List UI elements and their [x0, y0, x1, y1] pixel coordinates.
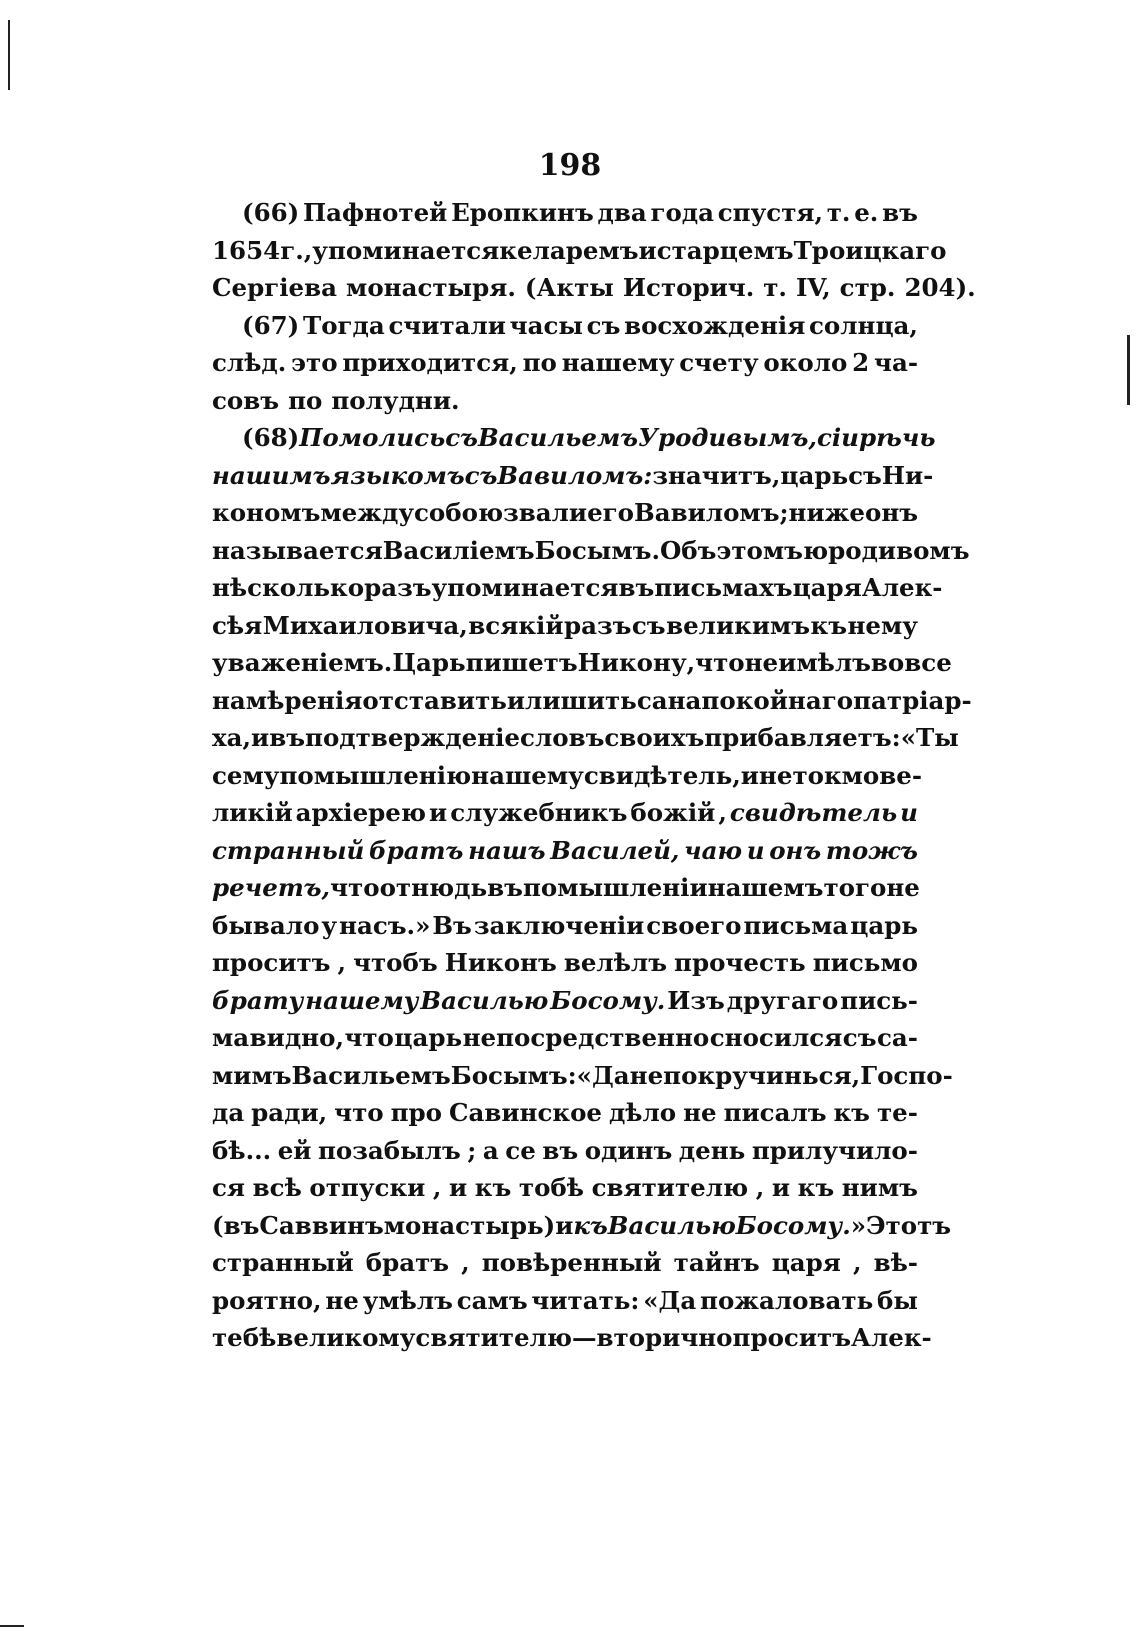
word: ве-	[879, 760, 923, 790]
word: Васильемъ	[477, 423, 639, 452]
word: Помолись	[299, 423, 446, 452]
word: бы	[877, 1285, 918, 1315]
word: вовсе	[870, 648, 952, 677]
word: ,	[755, 1173, 765, 1202]
fn-66-line	[212, 232, 947, 270]
word: ,	[461, 1248, 470, 1277]
word: сіи	[816, 423, 859, 452]
word: да	[212, 1098, 245, 1127]
word: прочесть	[674, 948, 806, 977]
fn-68-line	[212, 682, 972, 720]
word: ;	[467, 1135, 477, 1165]
word: г.,	[280, 235, 313, 265]
word: это	[291, 348, 338, 377]
word: (68)	[242, 423, 300, 452]
word: что	[330, 873, 380, 902]
word: около	[763, 348, 848, 377]
word: заключеніи	[473, 910, 645, 940]
word: Василью	[420, 985, 549, 1015]
word: Госпо-	[860, 1060, 953, 1090]
word: кономъ	[212, 498, 321, 527]
word: Никонъ	[444, 948, 557, 977]
word: Вавиломъ:	[497, 460, 653, 490]
word: нимъ	[841, 1173, 918, 1202]
word: странный	[212, 1248, 354, 1277]
footnotes-text	[212, 194, 976, 1357]
word: Саввинъ	[259, 1210, 384, 1240]
word: къ	[797, 1173, 835, 1202]
word: 2	[852, 348, 870, 377]
word: не	[629, 1060, 664, 1090]
word: велѣлъ	[563, 948, 667, 977]
word: имѣлъ	[778, 648, 871, 677]
word: значитъ,	[652, 460, 781, 490]
word: всѣ	[252, 1173, 302, 1202]
word: что	[344, 1023, 394, 1052]
word: свидѣтель	[729, 798, 898, 827]
fn-68-line	[212, 569, 943, 607]
word: по	[522, 348, 557, 377]
word: ха,	[212, 723, 252, 752]
word: покойнаго	[701, 685, 854, 715]
word: одинъ	[584, 1135, 673, 1165]
fn-66-line	[212, 194, 918, 232]
fn-68-line	[212, 944, 918, 982]
word: не	[325, 1285, 359, 1315]
word: и	[251, 723, 270, 752]
word: странный	[212, 835, 365, 865]
word: архіерею	[295, 798, 427, 827]
word: и	[449, 1173, 468, 1202]
word: словъ	[520, 723, 605, 752]
word: и	[638, 235, 657, 265]
word: 1654	[212, 235, 281, 265]
word: царя	[792, 573, 862, 602]
word: письма	[743, 910, 849, 940]
word: разъ	[364, 573, 432, 602]
word: уваженіемъ.	[212, 648, 393, 677]
word: насъ.»	[339, 910, 431, 940]
word: и	[555, 1210, 574, 1240]
word: а	[482, 1135, 499, 1165]
fn-68-line	[212, 1244, 918, 1282]
word: спустя,	[717, 198, 824, 227]
word: день	[678, 1135, 746, 1165]
word: тайнъ	[673, 1248, 760, 1277]
fn-68-line	[212, 419, 936, 457]
word: Михаиловича,	[262, 610, 468, 640]
word: нашему	[561, 348, 675, 377]
word: сему	[212, 760, 280, 790]
word: нашъ	[468, 835, 546, 865]
word: IV,	[795, 273, 831, 302]
fn-68-line	[212, 607, 918, 645]
word: про	[390, 1098, 442, 1127]
word: съ	[445, 423, 478, 452]
word: Василіемъ	[382, 535, 535, 565]
word: вѣ-	[873, 1248, 918, 1277]
word: между	[320, 498, 415, 527]
word: пожаловать	[700, 1285, 874, 1315]
word: великому	[276, 1323, 416, 1352]
word: прибавляетъ:	[704, 723, 901, 752]
word: помышленіи	[522, 873, 708, 902]
word: помышленію	[279, 760, 472, 790]
word: тебѣ	[212, 1323, 277, 1352]
word: братъ	[365, 1248, 450, 1277]
word: са-	[876, 1023, 918, 1052]
word: (Акты	[524, 273, 614, 302]
word: рѣчь	[858, 423, 936, 452]
word: своихъ	[604, 723, 705, 752]
word: Вавиломъ;	[634, 498, 789, 527]
word: разъ	[563, 610, 632, 640]
word: ,	[718, 798, 727, 827]
word: Васильемъ	[291, 1060, 451, 1090]
fn-68-line	[212, 494, 918, 532]
word: звали	[503, 498, 588, 527]
word: и	[506, 685, 526, 715]
word: монастырь)	[383, 1210, 556, 1240]
word: стр.	[839, 273, 896, 302]
word: этомъ	[716, 535, 803, 565]
word: полудни.	[331, 385, 460, 415]
word: подтвержденіе	[305, 723, 521, 752]
word: Объ	[659, 535, 717, 565]
word: святителю—вторично	[415, 1323, 733, 1352]
word: онъ	[864, 498, 919, 527]
word: лишить	[525, 685, 637, 715]
word: и	[740, 760, 759, 790]
fn-68-line	[212, 1169, 918, 1207]
word: проситъ	[732, 1323, 851, 1352]
word: его	[587, 498, 635, 527]
word: Ни-	[881, 460, 934, 490]
word: въ	[487, 873, 523, 902]
word: Этотъ	[866, 1210, 952, 1240]
word: собою	[414, 498, 504, 527]
word: слѣд.	[212, 348, 287, 377]
word: (67)	[242, 310, 300, 340]
word: у	[321, 910, 338, 940]
fn-68-line	[212, 794, 918, 832]
word: упоминается	[312, 235, 500, 265]
word: Алек-	[861, 573, 943, 602]
word: Тогда	[302, 310, 385, 340]
word: Изъ	[667, 985, 725, 1015]
word: письмо	[812, 948, 918, 977]
word: письмахъ	[654, 573, 793, 602]
word: «Да	[576, 1060, 630, 1090]
word: упоминается	[431, 573, 619, 602]
word: Еропкинъ	[451, 198, 594, 227]
word: монастыря.	[346, 273, 516, 302]
word: ей	[277, 1135, 312, 1165]
word: ма	[212, 1023, 250, 1052]
word: тобѣ	[518, 1173, 584, 1202]
word: считали	[388, 310, 506, 340]
word: къ	[573, 1210, 608, 1240]
word: прилучило-	[751, 1135, 918, 1165]
word: ради,	[251, 1098, 328, 1127]
word: и	[429, 798, 448, 827]
word: се	[505, 1135, 536, 1165]
word: нашемъ	[707, 873, 824, 902]
word: сносился	[709, 1023, 843, 1052]
word: проситъ	[212, 948, 331, 977]
word: покручинься,	[663, 1060, 861, 1090]
word: старцемъ	[656, 235, 794, 265]
fn-68-line	[212, 907, 918, 945]
word: всякій	[468, 610, 564, 640]
word: съ	[631, 610, 666, 640]
word: роятно,	[212, 1285, 322, 1315]
word: пишетъ	[465, 648, 578, 677]
word: Босому.	[735, 1210, 851, 1240]
word: ,	[852, 1248, 862, 1277]
word: т.	[763, 273, 787, 302]
word: царя	[771, 1248, 841, 1277]
word: что	[695, 648, 745, 677]
word: часы	[509, 310, 583, 340]
fn-68-line	[212, 1094, 918, 1132]
word: Босымъ.	[534, 535, 660, 565]
word: божій	[630, 798, 716, 827]
fn-68-line	[212, 869, 918, 907]
word: сѣя	[212, 610, 263, 640]
word: солнца,	[808, 310, 918, 340]
word: те-	[876, 1098, 918, 1127]
word: т.	[826, 198, 851, 227]
word: въ	[269, 723, 306, 752]
word: читать:	[531, 1285, 640, 1315]
word: нашимъ	[212, 460, 331, 490]
word: языкомъ	[330, 460, 465, 490]
word: Царь	[392, 648, 466, 677]
word: съ	[586, 310, 621, 340]
word: сана	[636, 685, 702, 715]
word: ,	[337, 948, 347, 977]
word: бывало	[212, 910, 320, 940]
word: своего	[646, 910, 742, 940]
word: не	[758, 760, 793, 790]
word: приходится,	[342, 348, 518, 377]
word: не	[744, 648, 779, 677]
word: «Ты	[900, 723, 959, 752]
word: великимъ	[666, 610, 811, 640]
word: царь	[780, 460, 849, 490]
word: къ	[833, 1098, 870, 1127]
word: къ	[810, 610, 848, 640]
fn-68-line	[212, 982, 918, 1020]
word: Въ	[432, 910, 472, 940]
word: и	[771, 1173, 791, 1202]
word: умѣлъ	[362, 1285, 453, 1315]
word: служебникъ	[450, 798, 628, 827]
word: два	[597, 198, 647, 227]
word: царь	[850, 910, 918, 940]
fn-68-line	[212, 757, 923, 795]
word: съ	[842, 1023, 877, 1052]
word: Василью	[607, 1210, 736, 1240]
word: ниже	[788, 498, 865, 527]
word: отпуски	[309, 1173, 426, 1202]
word: Босымъ:	[450, 1060, 577, 1090]
word: и	[746, 835, 765, 865]
word: отнюдь	[379, 873, 488, 902]
word: намѣренія	[212, 685, 363, 715]
fn-68-line	[212, 832, 918, 870]
scan-edge-mark-bottom	[0, 1625, 24, 1627]
word: непосредственно	[462, 1023, 710, 1052]
word: и	[900, 798, 918, 827]
word: самъ	[456, 1285, 528, 1315]
word: Босому.	[550, 985, 666, 1015]
word: въ	[618, 573, 655, 602]
fn-68-line	[212, 644, 952, 682]
word: Василей,	[550, 835, 680, 865]
word: келаремъ	[499, 235, 639, 265]
word: счету	[679, 348, 759, 377]
word: Троицкаго	[793, 235, 947, 265]
word: отставить	[362, 685, 507, 715]
page-number: 198	[538, 148, 602, 183]
word: къ	[474, 1173, 512, 1202]
word: повѣренный	[481, 1248, 662, 1277]
word: юродивомъ	[802, 535, 970, 565]
word: нашему	[305, 985, 419, 1015]
word: другаго	[726, 985, 839, 1015]
word: ликій	[212, 798, 293, 827]
word: позабылъ	[318, 1135, 461, 1165]
word: восхожденія	[624, 310, 806, 340]
word: «Да	[643, 1285, 697, 1315]
word: святителю	[591, 1173, 749, 1202]
word: пись-	[840, 985, 918, 1015]
word: Савинское	[448, 1098, 602, 1127]
word: нему	[847, 610, 918, 640]
fn-68-line	[212, 1319, 932, 1357]
word: называется	[212, 535, 383, 565]
word: дѣло	[608, 1098, 677, 1127]
fn-68-line	[212, 1207, 952, 1245]
word: не	[683, 1098, 717, 1127]
word: »	[850, 1210, 867, 1240]
word: свидѣтель,	[583, 760, 741, 790]
word: братъ	[368, 835, 464, 865]
word: мимъ	[212, 1060, 292, 1090]
fn-68-line	[212, 1282, 918, 1320]
scan-edge-mark-right	[1127, 335, 1130, 405]
word: нѣсколько	[212, 573, 365, 602]
word: бѣ...	[212, 1135, 272, 1165]
word: по	[288, 385, 323, 415]
fn-66-line	[212, 269, 976, 307]
word: ,	[432, 1173, 442, 1202]
word: брату	[212, 985, 304, 1015]
word: чтобъ	[353, 948, 438, 977]
word: совъ	[212, 385, 280, 415]
fn-67-line	[212, 382, 918, 420]
word: Уродивымъ,	[638, 423, 817, 452]
word: Историч.	[622, 273, 755, 302]
word: царь	[394, 1023, 463, 1052]
word: писалъ	[723, 1098, 827, 1127]
word: токмо	[792, 760, 880, 790]
word: е.	[854, 198, 879, 227]
word: (въ	[212, 1210, 260, 1240]
word: того	[823, 873, 887, 902]
fn-68-line	[212, 1019, 918, 1057]
fn-68-line	[212, 532, 970, 570]
word: Пафнотей	[303, 198, 448, 227]
word: въ	[542, 1135, 579, 1165]
fn-67-line	[212, 344, 918, 382]
word: Алек-	[851, 1323, 932, 1352]
word: ча-	[874, 348, 918, 377]
fn-67-line	[212, 307, 918, 345]
word: онъ	[769, 835, 822, 865]
fn-68-line	[212, 1132, 918, 1170]
word: въ	[882, 198, 918, 227]
word: съ	[464, 460, 498, 490]
word: Никону,	[577, 648, 696, 677]
word: съ	[848, 460, 882, 490]
word: патріар-	[853, 685, 972, 715]
fn-68-line	[212, 1057, 953, 1095]
word: речетъ,	[212, 873, 331, 902]
word: (66)	[242, 198, 300, 227]
word: 204).	[904, 273, 976, 302]
fn-68-line	[212, 719, 959, 757]
word: года	[650, 198, 715, 227]
word: не	[886, 873, 920, 902]
word: что	[334, 1098, 384, 1127]
word: видно,	[249, 1023, 344, 1052]
word: тожъ	[825, 835, 918, 865]
word: чаю	[684, 835, 743, 865]
word: Сергіева	[212, 273, 338, 302]
fn-68-line	[212, 457, 934, 495]
word: ся	[212, 1173, 246, 1202]
scan-edge-mark-left	[8, 20, 10, 90]
word: нашему	[471, 760, 584, 790]
